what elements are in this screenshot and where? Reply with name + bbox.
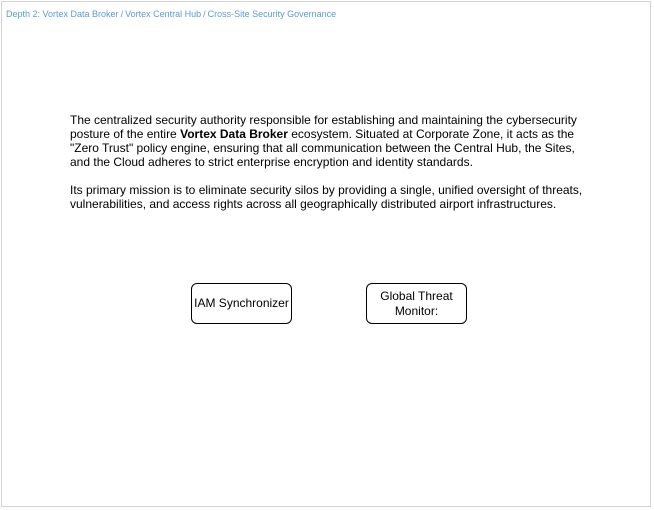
breadcrumb-separator: / <box>203 9 206 19</box>
breadcrumb-item-depth[interactable]: Depth 2: Vortex Data Broker <box>6 9 119 19</box>
node-global-threat-monitor[interactable] <box>366 283 467 324</box>
breadcrumb-item-central-hub[interactable]: Vortex Central Hub <box>125 9 202 19</box>
description-paragraph-1 <box>70 113 595 169</box>
description-text <box>70 113 595 211</box>
node-iam-synchronizer[interactable] <box>191 283 292 324</box>
node-label: Global Threat Monitor: <box>380 288 453 318</box>
description-text-bold-name: Vortex Data Broker <box>180 127 288 141</box>
breadcrumb-separator: / <box>120 9 124 19</box>
description-text-intro: The centralized security authority responsible for establishing and maintaining the cybersecurity posture of the entire <box>70 113 577 141</box>
node-label: IAM Synchronizer <box>194 296 289 310</box>
diagram-canvas <box>1 1 651 507</box>
description-text-continuation: ecosystem. Situated at Corporate Zone, it acts as the "Zero Trust" policy engine, ensuring that all communication between the Central Hub, the Sites, and the Cloud adheres to strict enterprise encryption and identity standards. <box>70 127 575 169</box>
description-paragraph-2: Its primary mission is to eliminate security silos by providing a single, unified oversight of threats, vulnerabilities, and access rights across all geographically distributed airport infrastructures. <box>70 183 583 211</box>
breadcrumb <box>6 9 336 19</box>
breadcrumb-item-security-governance[interactable]: Cross-Site Security Governance <box>207 9 337 19</box>
